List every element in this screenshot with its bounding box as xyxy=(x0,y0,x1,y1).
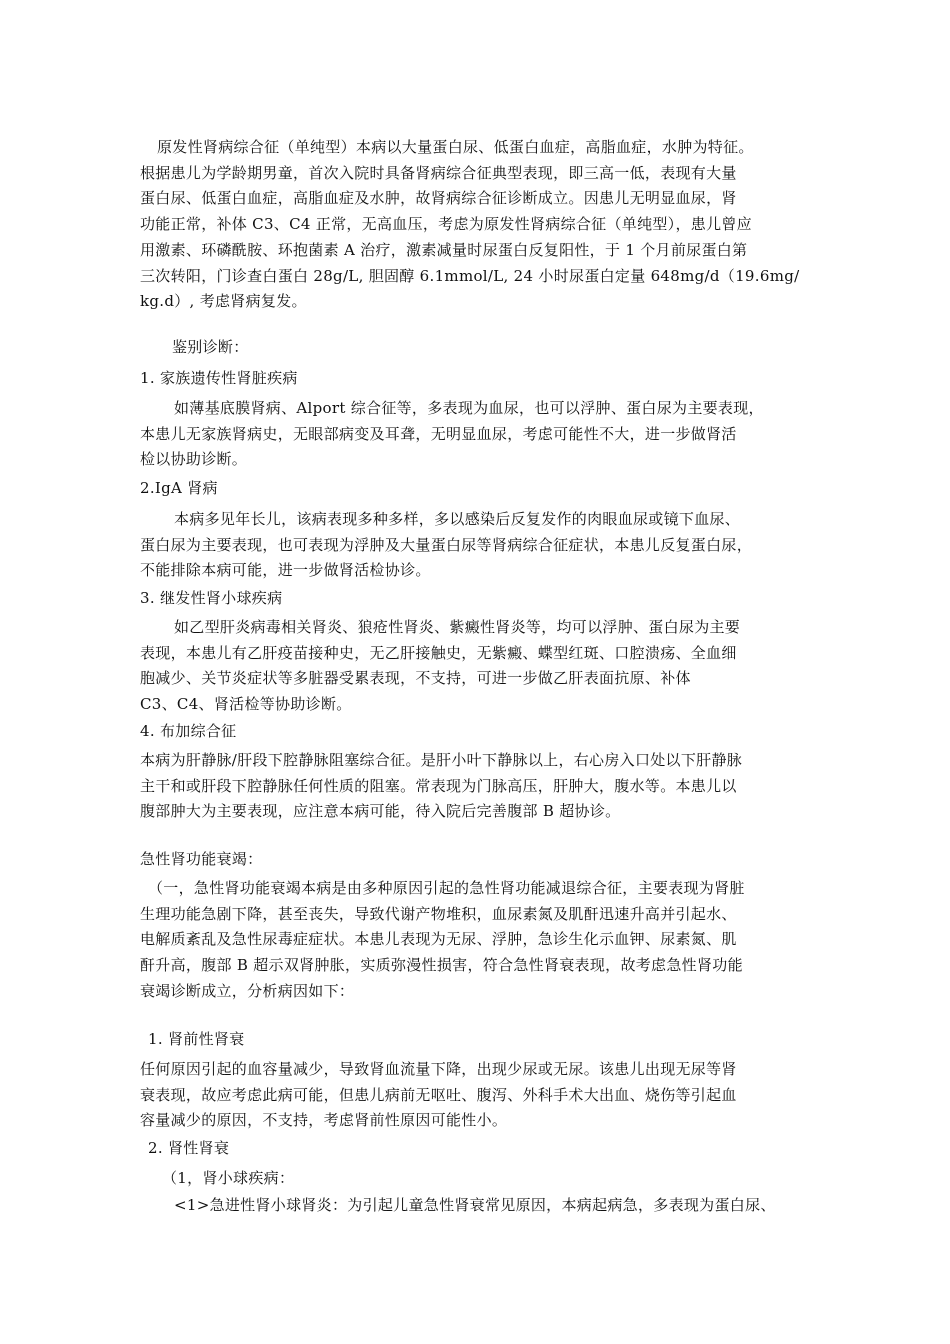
text-line: 生理功能急剧下降，甚至丧失，导致代谢产物堆积，血尿素氮及肌酐迅速升高并引起水、 xyxy=(140,904,737,923)
text-line: C3、C4、肾活检等协助诊断。 xyxy=(140,695,352,714)
text-line: 原发性肾病综合征（单纯型）本病以大量蛋白尿、低蛋白血症，高脂血症，水肿为特征。 xyxy=(157,138,754,156)
item-title: 2.IgA 肾病 xyxy=(140,479,218,497)
text-line: 胞减少、关节炎症状等多脏器受累表现，不支持，可进一步做乙肝表面抗原、补体 xyxy=(140,669,691,688)
text-line: 如乙型肝炎病毒相关肾炎、狼疮性肾炎、紫癜性肾炎等，均可以浮肿、蛋白尿为主要 xyxy=(174,618,741,636)
differential-item-3 xyxy=(140,586,830,612)
text-line: 任何原因引起的血容量减少，导致肾血流量下降，出现少尿或无尿。该患儿出现无尿等肾 xyxy=(140,1060,737,1078)
differential-heading-block xyxy=(140,335,830,361)
item-title: 3. 继发性肾小球疾病 xyxy=(140,589,283,607)
item-title: 1. 家族遗传性肾脏疾病 xyxy=(140,369,298,387)
text-line: 如薄基底膜肾病、Alport 综合征等，多表现为血尿，也可以浮肿、蛋白尿为主要表现， xyxy=(174,399,764,417)
text-line: 检以协助诊断。 xyxy=(140,450,248,469)
differential-item-4-body xyxy=(140,748,830,825)
text-line: 表现，本患儿有乙肝疫苗接种史，无乙肝接触史，无紫癜、蝶型红斑、口腔溃疡、全血细 xyxy=(140,643,737,662)
differential-item-1-body xyxy=(140,396,830,473)
text-line: <1>急进性肾小球肾炎：为引起儿童急性肾衰常见原因，本病起病急，多表现为蛋白尿、 xyxy=(174,1196,776,1214)
text-line: 衰竭诊断成立，分析病因如下： xyxy=(140,981,355,1000)
text-line: 主干和或肝段下腔静脉任何性质的阻塞。常表现为门脉高压，肝肿大，腹水等。本患儿以 xyxy=(140,776,737,795)
text-line: 酐升高，腹部 B 超示双肾肿胀，实质弥漫性损害，符合急性肾衰表现，故考虑急性肾功能 xyxy=(140,956,743,975)
differential-item-4 xyxy=(140,719,830,745)
text-line: 用激素、环磷酰胺、环抱菌素 A 治疗，激素减量时尿蛋白反复阳性，于 1 个月前尿蛋白第 xyxy=(140,240,748,259)
text-line: 腹部肿大为主要表现，应注意本病可能，待入院后完善腹部 B 超协诊。 xyxy=(140,802,621,821)
text-line: 蛋白尿为主要表现，也可表现为浮肿及大量蛋白尿等肾病综合征症状，本患儿反复蛋白尿， xyxy=(140,535,753,554)
sub-heading: （1，肾小球疾病： xyxy=(162,1169,295,1187)
prerenal-body xyxy=(140,1057,830,1134)
differential-item-3-body xyxy=(140,615,830,718)
section-heading: 急性肾功能衰竭： xyxy=(140,850,263,868)
text-line: （一，急性肾功能衰竭本病是由多种原因引起的急性肾功能减退综合征，主要表现为肾脏 xyxy=(148,879,745,897)
item-title: 4. 布加综合征 xyxy=(140,722,237,740)
text-line: kg.d）, 考虑肾病复发。 xyxy=(140,292,307,311)
text-line: 不能排除本病可能，进一步做肾活检协诊。 xyxy=(140,561,431,580)
item-title: 2. 肾性肾衰 xyxy=(148,1139,230,1157)
differential-item-2 xyxy=(140,476,830,502)
text-line: 本患儿无家族肾病史，无眼部病变及耳聋，无明显血尿，考虑可能性不大，进一步做肾活 xyxy=(140,424,737,443)
item-title: 1. 肾前性肾衰 xyxy=(148,1030,245,1048)
text-line: 电解质紊乱及急性尿毒症症状。本患儿表现为无尿、浮肿，急诊生化示血钾、尿素氮、肌 xyxy=(140,930,737,949)
aki-paragraph xyxy=(140,876,830,1005)
prerenal-title-block xyxy=(140,1027,830,1053)
text-line: 三次转阳，门诊查白蛋白 28g/L, 胆固醇 6.1mmol/L, 24 小时尿蛋白定量 648mg/d（19.6mg/ xyxy=(140,266,800,285)
differential-item-1 xyxy=(140,366,830,392)
text-line: 功能正常，补体 C3、C4 正常，无高血压，考虑为原发性肾病综合征（单纯型），患儿曾应 xyxy=(140,215,752,234)
aki-heading-block xyxy=(140,847,830,873)
text-line: 根据患儿为学龄期男童，首次入院时具备肾病综合征典型表现，即三高一低，表现有大量 xyxy=(140,163,737,182)
differential-item-2-body xyxy=(140,507,830,584)
text-line: 容量减少的原因，不支持，考虑肾前性原因可能性小。 xyxy=(140,1111,508,1130)
renal-sub-block xyxy=(140,1166,830,1192)
section-heading: 鉴别诊断： xyxy=(172,338,249,356)
intro-paragraph xyxy=(140,135,830,315)
text-line: 本病多见年长儿，该病表现多种多样，多以感染后反复发作的肉眼血尿或镜下血尿、 xyxy=(174,510,741,528)
text-line: 衰表现，故应考虑此病可能，但患儿病前无呕吐、腹泻、外科手术大出血、烧伤等引起血 xyxy=(140,1085,737,1104)
renal-title-block xyxy=(140,1136,830,1162)
text-line: 本病为肝静脉/肝段下腔静脉阻塞综合征。是肝小叶下静脉以上，右心房入口处以下肝静脉 xyxy=(140,751,743,769)
renal-line-block xyxy=(140,1193,830,1219)
text-line: 蛋白尿、低蛋白血症，高脂血症及水肿，故肾病综合征诊断成立。因患儿无明显血尿，肾 xyxy=(140,189,737,208)
